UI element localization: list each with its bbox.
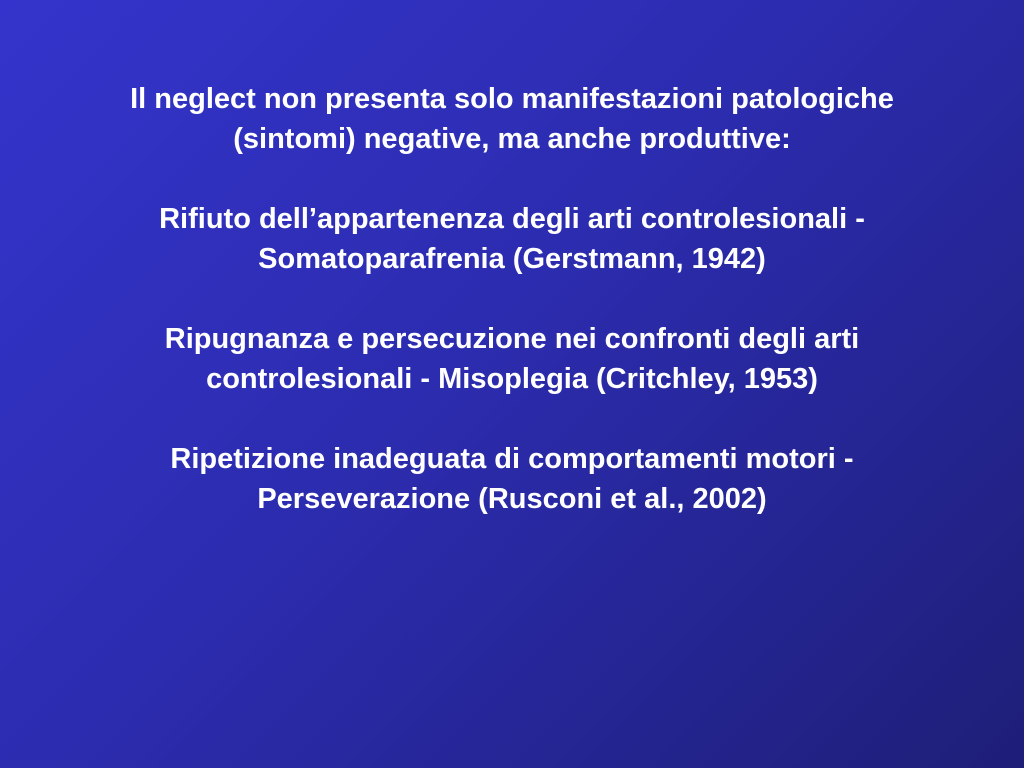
perseverazione-line-2: Perseverazione (Rusconi et al., 2002) <box>257 483 767 515</box>
intro-line-2: (sintomi) negative, ma anche produttive: <box>233 123 791 155</box>
intro-paragraph <box>40 79 984 159</box>
misoplegia-line-1: Ripugnanza e persecuzione nei confronti degli arti <box>164 323 860 355</box>
perseverazione-line-1: Ripetizione inadeguata di comportamenti motori - <box>170 443 854 475</box>
intro-line-1: Il neglect non presenta solo manifestazioni patologiche <box>130 83 894 115</box>
slide-content <box>40 79 984 559</box>
somatoparafrenia-line-2: Somatoparafrenia (Gerstmann, 1942) <box>258 243 766 275</box>
misoplegia-paragraph <box>40 319 984 399</box>
misoplegia-line-2: controlesionali - Misoplegia (Critchley, 1953) <box>206 363 818 395</box>
somatoparafrenia-paragraph <box>40 199 984 279</box>
perseverazione-paragraph <box>40 439 984 519</box>
somatoparafrenia-line-1: Rifiuto dell’appartenenza degli arti controlesionali - <box>159 203 865 235</box>
